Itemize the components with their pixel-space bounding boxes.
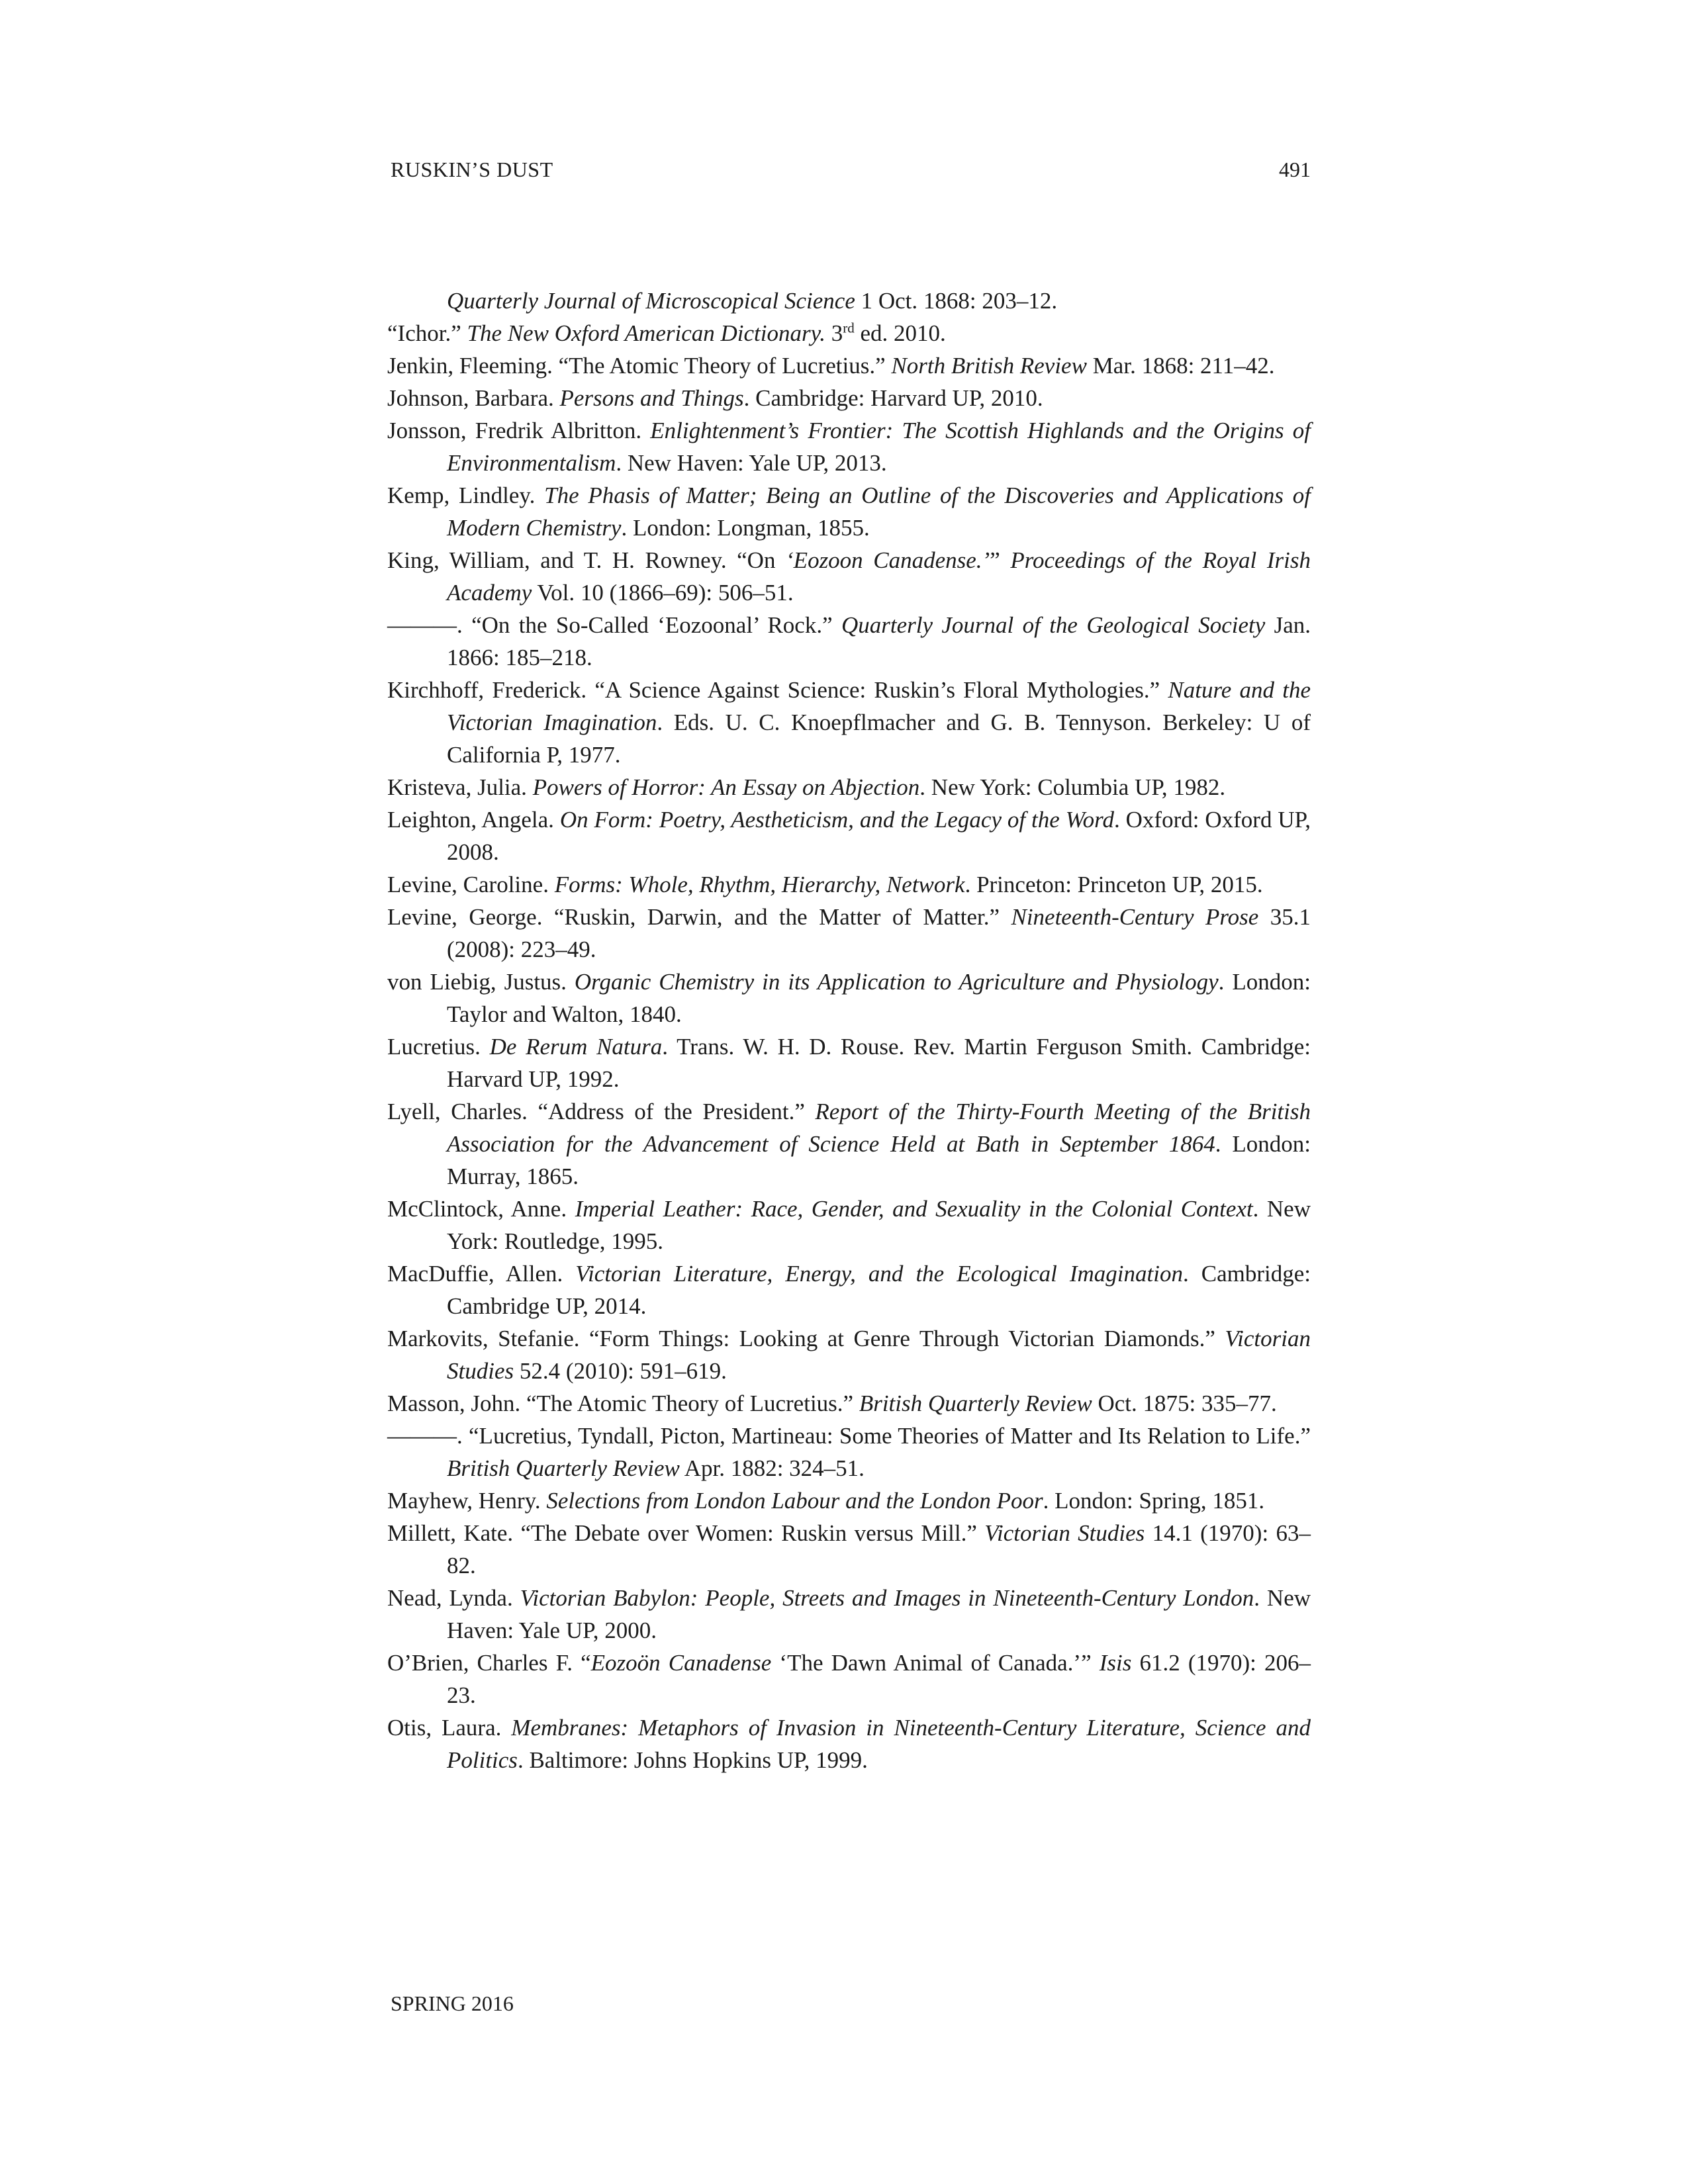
entry-title-italic: On Form: Poetry, Aestheticism, and the Legacy of the Word	[559, 807, 1114, 833]
entry-title-italic: Victorian Literature, Energy, and the Ecological Imagination	[575, 1261, 1183, 1287]
entry-text: . Cambridge: Cambridge UP, 2014.	[447, 1261, 1311, 1319]
entry-title-italic: Victorian Studies	[984, 1520, 1145, 1546]
entry-text: . Eds. U. C. Knoepflmacher and G. B. Tennyson. Berkeley: U of California P, 1977.	[447, 709, 1311, 768]
entry-title-italic: Forms: Whole, Rhythm, Hierarchy, Network	[554, 872, 965, 897]
entry-text: . New York: Routledge, 1995.	[447, 1196, 1311, 1254]
entry-text: Kirchhoff, Frederick. “A Science Against Science: Ruskin’s Floral Mythologies.”	[387, 677, 1168, 703]
entry-title-italic: Victorian Studies	[447, 1326, 1311, 1384]
entry-text: Nead, Lynda.	[387, 1585, 520, 1611]
entry-title-italic: Proceedings of the Royal Irish Academy	[447, 547, 1311, 606]
bibliography-entry	[387, 317, 1311, 349]
entry-text: von Liebig, Justus.	[387, 969, 575, 995]
bibliography-list	[387, 285, 1311, 1776]
entry-title-italic: Organic Chemistry in its Application to Agriculture and Physiology	[574, 969, 1219, 995]
entry-text: Millett, Kate. “The Debate over Women: Ruskin versus Mill.”	[387, 1520, 985, 1546]
entry-text: . London: Longman, 1855.	[621, 515, 870, 541]
entry-title-italic: Victorian Babylon: People, Streets and Images in Nineteenth-Century London	[520, 1585, 1254, 1611]
entry-text: . New Haven: Yale UP, 2013.	[616, 450, 887, 476]
entry-text: Levine, Caroline.	[387, 872, 555, 897]
entry-text: . London: Spring, 1851.	[1043, 1488, 1265, 1514]
bibliography-entry	[387, 479, 1311, 544]
entry-text: 35.1 (2008): 223–49.	[447, 904, 1311, 962]
entry-text: Lyell, Charles. “Address of the President.”	[387, 1099, 816, 1124]
entry-title-italic: De Rerum Natura	[489, 1034, 663, 1060]
bibliography-entry	[387, 868, 1311, 901]
entry-title-italic: Nineteenth-Century Prose	[1011, 904, 1259, 930]
entry-superscript: rd	[843, 320, 855, 336]
entry-text: Markovits, Stefanie. “Form Things: Looking at Genre Through Victorian Diamonds.”	[387, 1326, 1225, 1351]
entry-text: Levine, George. “Ruskin, Darwin, and the Matter of Matter.”	[387, 904, 1011, 930]
bibliography-entry	[387, 544, 1311, 609]
entry-text: Oct. 1875: 335–77.	[1092, 1390, 1277, 1416]
bibliography-entry	[387, 966, 1311, 1030]
entry-title-italic: Quarterly Journal of Microscopical Science	[447, 288, 855, 314]
bibliography-entry	[387, 1647, 1311, 1711]
entry-text: 1 Oct. 1868: 203–12.	[855, 288, 1058, 314]
page-number: 491	[1279, 158, 1311, 181]
entry-title-italic: Isis	[1099, 1650, 1132, 1676]
bibliography-entry	[387, 1420, 1311, 1484]
entry-title-italic: Membranes: Metaphors of Invasion in Nineteenth-Century Literature, Science and Politics	[447, 1715, 1311, 1773]
bibliography-entry-continued	[387, 285, 1311, 317]
entry-text: Mayhew, Henry.	[387, 1488, 547, 1514]
entry-title-italic: British Quarterly Review	[447, 1455, 680, 1481]
entry-text: . New Haven: Yale UP, 2000.	[447, 1585, 1311, 1643]
bibliography-entry	[387, 1193, 1311, 1257]
bibliography-entry	[387, 771, 1311, 803]
entry-text: O’Brien, Charles F. “	[387, 1650, 591, 1676]
entry-title-italic: ‘Eozoon Canadense.’	[786, 547, 990, 573]
entry-text: Johnson, Barbara.	[387, 385, 560, 411]
entry-text: ———. “Lucretius, Tyndall, Picton, Martineau: Some Theories of Matter and Its Relation to Life.”	[387, 1423, 1311, 1449]
entry-text: 14.1 (1970): 63–82.	[447, 1520, 1311, 1578]
bibliography-entry	[387, 1484, 1311, 1517]
bibliography-entry	[387, 1257, 1311, 1322]
entry-text: . Baltimore: Johns Hopkins UP, 1999.	[517, 1747, 868, 1773]
entry-text: . Princeton: Princeton UP, 2015.	[964, 872, 1263, 897]
entry-text: . London: Murray, 1865.	[447, 1131, 1311, 1189]
bibliography-entry	[387, 901, 1311, 966]
entry-text: Jan. 1866: 185–218.	[447, 612, 1311, 670]
entry-text: Lucretius.	[387, 1034, 490, 1060]
entry-text: Jenkin, Fleeming. “The Atomic Theory of Lucretius.”	[387, 353, 892, 379]
footer-issue: SPRING 2016	[391, 1991, 514, 2015]
entry-title-italic: British Quarterly Review	[859, 1390, 1092, 1416]
entry-text: Jonsson, Fredrik Albritton.	[387, 418, 651, 443]
entry-title-italic: Eozoön Canadense	[590, 1650, 772, 1676]
entry-title-italic: The Phasis of Matter; Being an Outline of the Discoveries and Applications of Modern Chemistry	[447, 482, 1311, 541]
entry-text: Kemp, Lindley.	[387, 482, 545, 508]
entry-text: ———. “On the So-Called ‘Eozoonal’ Rock.”	[387, 612, 841, 638]
bibliography-entry	[387, 382, 1311, 414]
entry-title-italic: Selections from London Labour and the London Poor	[546, 1488, 1043, 1514]
entry-text: Apr. 1882: 324–51.	[679, 1455, 865, 1481]
entry-text: McClintock, Anne.	[387, 1196, 575, 1222]
bibliography-entry	[387, 1387, 1311, 1420]
bibliography-entry	[387, 349, 1311, 382]
entry-text: ed. 2010.	[854, 320, 946, 346]
bibliography-entry	[387, 1030, 1311, 1095]
running-head-title: RUSKIN’S DUST	[391, 158, 553, 181]
entry-text: Vol. 10 (1866–69): 506–51.	[532, 580, 794, 606]
entry-text: King, William, and T. H. Rowney. “On	[387, 547, 786, 573]
entry-text: Leighton, Angela.	[387, 807, 560, 833]
entry-text: MacDuffie, Allen.	[387, 1261, 576, 1287]
entry-text: 61.2 (1970): 206–23.	[447, 1650, 1311, 1708]
entry-title-italic: Enlightenment’s Frontier: The Scottish Highlands and the Origins of Environmentalism	[447, 418, 1311, 476]
entry-text: Mar. 1868: 211–42.	[1086, 353, 1275, 379]
bibliography-entry	[387, 1711, 1311, 1776]
bibliography-entry	[387, 674, 1311, 771]
entry-title-italic: Report of the Thirty-Fourth Meeting of the British Association for the Advancement of Science Held at Bath in September 1864	[447, 1099, 1311, 1157]
bibliography-entry	[387, 1095, 1311, 1193]
entry-text: “Ichor.”	[387, 320, 467, 346]
entry-text: . New York: Columbia UP, 1982.	[919, 774, 1226, 800]
entry-title-italic: Powers of Horror: An Essay on Abjection	[532, 774, 920, 800]
entry-text: . London: Taylor and Walton, 1840.	[447, 969, 1311, 1027]
bibliography-entry	[387, 1582, 1311, 1647]
entry-text: . Trans. W. H. D. Rouse. Rev. Martin Ferguson Smith. Cambridge: Harvard UP, 1992.	[447, 1034, 1311, 1092]
entry-text: . Cambridge: Harvard UP, 2010.	[743, 385, 1043, 411]
bibliography-entry	[387, 803, 1311, 868]
bibliography-entry	[387, 1322, 1311, 1387]
entry-title-italic: Quarterly Journal of the Geological Society	[841, 612, 1266, 638]
entry-title-italic: North British Review	[891, 353, 1087, 379]
entry-title-italic: Imperial Leather: Race, Gender, and Sexuality in the Colonial Context	[575, 1196, 1253, 1222]
entry-text: 3	[825, 320, 843, 346]
entry-text: Masson, John. “The Atomic Theory of Lucretius.”	[387, 1390, 859, 1416]
entry-text: 52.4 (2010): 591–619.	[514, 1358, 727, 1384]
entry-title-italic: Persons and Things	[559, 385, 744, 411]
entry-title-italic: The New Oxford American Dictionary.	[467, 320, 825, 346]
entry-text: . Oxford: Oxford UP, 2008.	[447, 807, 1311, 865]
entry-text: ”	[990, 547, 1011, 573]
bibliography-entry	[387, 414, 1311, 479]
entry-text: Otis, Laura.	[387, 1715, 512, 1741]
bibliography-entry	[387, 1517, 1311, 1582]
entry-text: Kristeva, Julia.	[387, 774, 533, 800]
entry-text: ‘The Dawn Animal of Canada.’”	[771, 1650, 1100, 1676]
entry-title-italic: Nature and the Victorian Imagination	[447, 677, 1311, 735]
bibliography-entry	[387, 609, 1311, 674]
